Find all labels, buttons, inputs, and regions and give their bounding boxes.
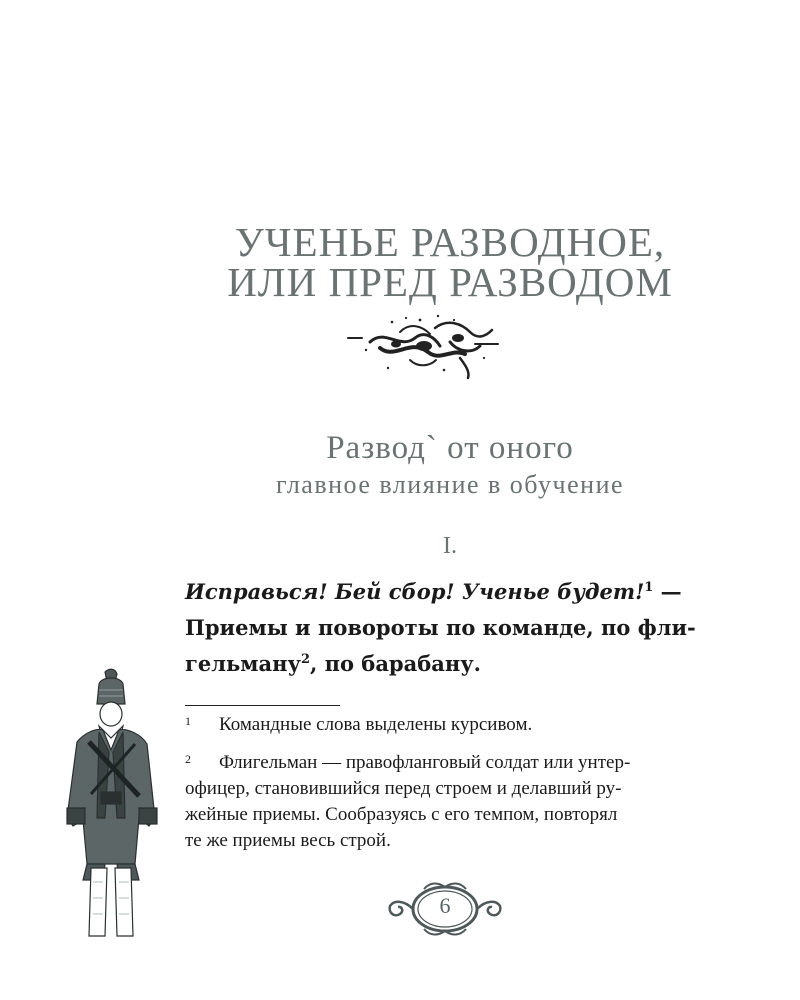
main-line-3-start: гельману [185,651,301,676]
chapter-title-line-1: УЧЕНЬЕ РАЗВОДНОЕ, [234,219,666,265]
footnote-text: те же приемы весь строй. [185,830,391,851]
footnote-mark: 1 [185,714,191,728]
ornament-flourish-icon [340,308,505,380]
section-title [180,428,720,502]
section-title-line-1: Развод` от оного [326,430,574,466]
main-line-1 [185,574,715,610]
footnote-text: жейные приемы. Сообразуясь с его темпом, повторял [185,804,618,825]
footnote-1 [185,712,710,738]
footnotes [185,712,710,866]
main-line-3 [185,646,715,682]
footnote-2 [185,750,710,854]
page-number: 6 [439,893,451,918]
soldier-illustration-icon [55,668,170,938]
main-line-2: Приемы и повороты по команде, по фли- [185,615,696,640]
footnote-ref-2: 2 [300,652,310,667]
main-line-1-dash: — [653,579,682,604]
footnote-text: Командные слова выделены курсивом. [219,714,533,735]
footnote-ref-1: 1 [644,580,654,595]
command-words: Исправься! Бей сбор! Ученье будет! [185,579,645,604]
main-paragraph [185,574,715,682]
footnote-text: Флигельман — правофланговый солдат или унтер- [219,752,631,773]
footnote-divider [185,705,340,706]
section-numeral: I. [443,533,457,559]
chapter-title-line-2: ИЛИ ПРЕД РАЗВОДОМ [227,259,673,305]
main-line-3-end: , по барабану. [310,651,481,676]
footnote-text: офицер, становившийся перед строем и делавший ру- [185,778,622,799]
footnote-mark: 2 [185,752,191,766]
section-title-line-2: главное влияние в обучение [275,470,625,499]
chapter-title [180,219,720,305]
